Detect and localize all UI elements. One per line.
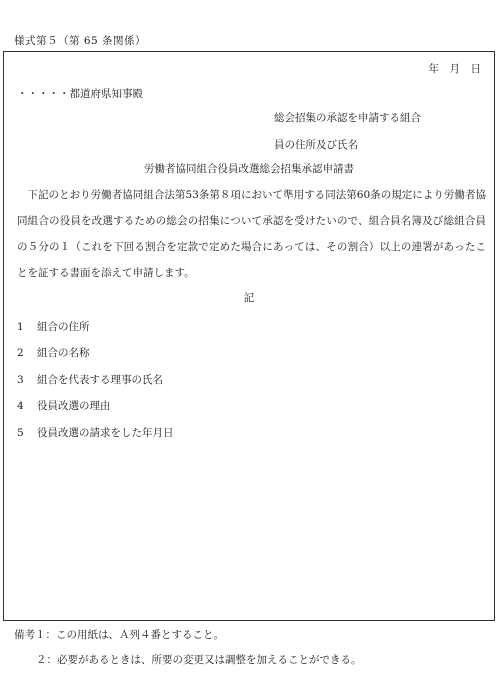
form-number: 様式第５（第 65 条関係） (14, 35, 147, 47)
item-label: 組合の住所 (37, 321, 90, 333)
document-title: 労働者協同組合役員改選総会招集承認申請書 (144, 163, 354, 175)
list-item (17, 367, 174, 393)
note-modification: ２：必要があるときは、所要の変更又は調整を加えることができる。 (36, 654, 362, 666)
item-number: 2 (17, 347, 24, 360)
list-item (17, 340, 174, 366)
list-item (17, 393, 174, 419)
item-label: 役員改選の請求をした年月日 (37, 426, 174, 439)
list-item (17, 314, 174, 340)
item-label: 組合を代表する理事の氏名 (37, 373, 163, 386)
application-body-text: 下記のとおり労働者協同組合法第53条第８項において準用する同法第60条の規定により労働者協同組合の役員を改選するための総会の招集について承認を受けたいので、組合員名簿及び総組合員の５分の１（これを下回る割合を定款で定めた場合にあっては、その割合）以上の連署があったことを証する書面を添えて申請します。 (17, 189, 486, 279)
item-label: 役員改選の理由 (37, 400, 111, 413)
applicant-label-line-2: 員の住所及び氏名 (274, 139, 358, 151)
applicant-label-line-1: 総会招集の承認を申請する組合 (274, 112, 421, 124)
ki-heading: 記 (243, 292, 255, 304)
note-paper-size: 備考１：この用紙は、Ａ列４番とすること。 (14, 629, 224, 641)
date-line: 年 月 日 (428, 63, 481, 75)
item-number: 4 (17, 400, 24, 413)
item-list (17, 314, 174, 446)
list-item (17, 420, 174, 446)
item-number: 1 (17, 321, 24, 333)
application-form-frame (3, 51, 495, 621)
item-label: 組合の名称 (37, 347, 90, 360)
addressee: ・・・・・都道府県知事殿 (17, 88, 143, 100)
item-number: 5 (17, 426, 24, 439)
item-number: 3 (17, 373, 24, 386)
